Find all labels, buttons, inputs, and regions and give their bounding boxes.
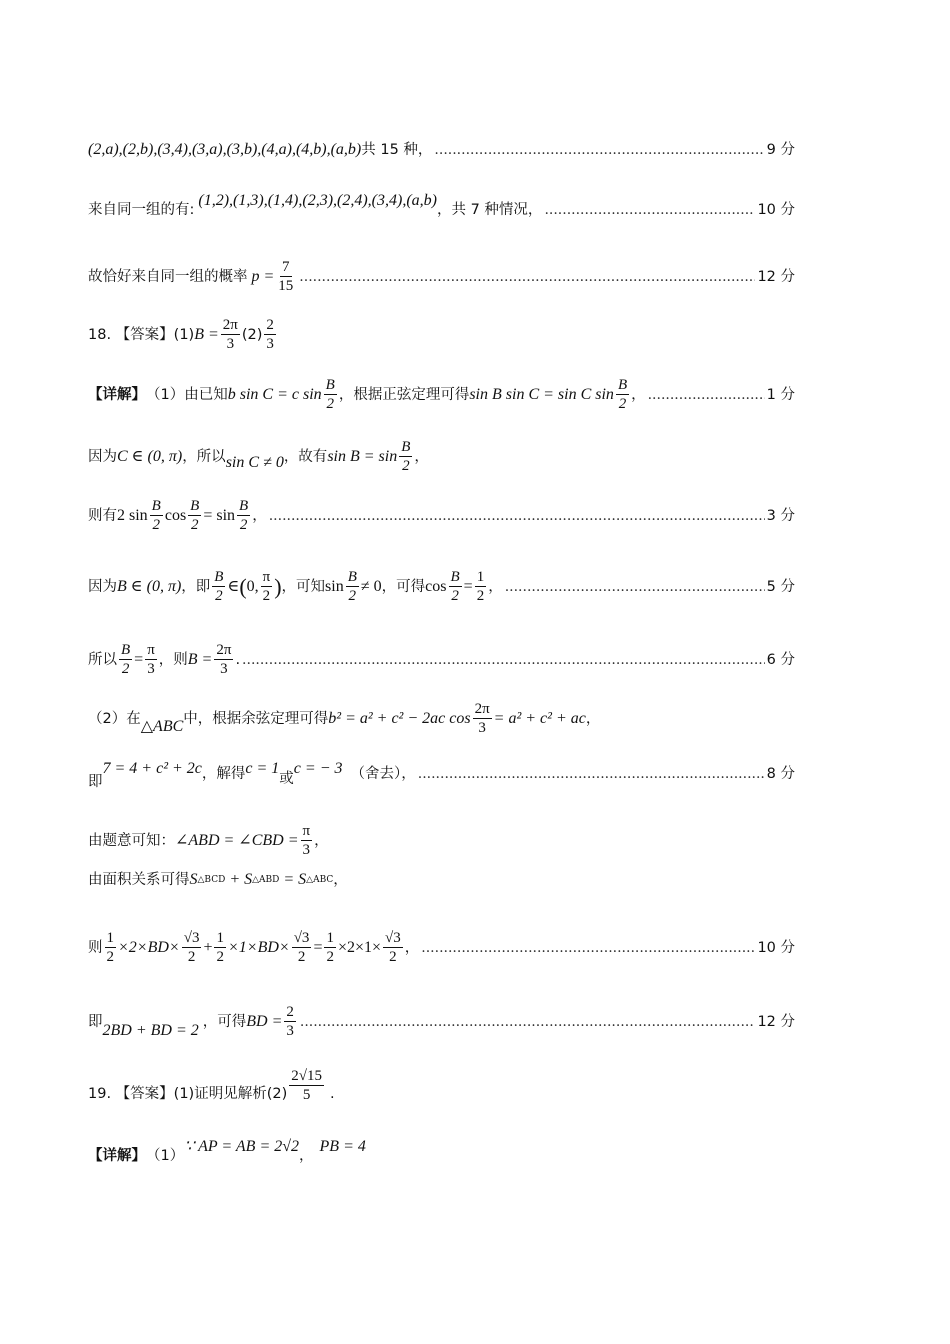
text: (1)证明见解析(2) xyxy=(173,1085,288,1102)
math: c = − 3 xyxy=(293,760,343,777)
fraction: $\frac{2}{3}$ xyxy=(266,317,274,352)
math: sin C ≠ 0 xyxy=(225,453,284,471)
score: 6 分 xyxy=(766,651,795,668)
text: 因为 xyxy=(88,578,117,595)
text: ，即 xyxy=(181,578,211,595)
text: ，根据正弦定理可得 xyxy=(338,386,470,403)
detail-line-5: 所以 $\frac{B}{2}$ = $\frac{\pi}{3}$ ，则 B = $\frac{2\pi}{3}$ . ..... 6 分 xyxy=(88,641,795,678)
math: p = xyxy=(251,267,275,285)
score: 1 分 xyxy=(766,386,795,403)
detail-line-10: 则 $\frac{1}{2}$ ×2×BD× $\frac{√3}{2}$ + $\frac{1}{2}$ ×1×BD× $\frac{√3}{2}$ = $\frac{1}{2}$ ×2×1× $\frac{√3}{2}$ ， ..... 10 分 xyxy=(88,929,795,966)
text: 中，根据余弦定理可得 xyxy=(183,710,329,727)
q19-answer: 19. 【答案】 (1)证明见解析(2) $\frac{2√15}{5}$ . xyxy=(88,1068,335,1103)
fraction: $\frac{1}{2}$ xyxy=(106,930,114,965)
fraction: $\frac{\pi}{2}$ xyxy=(262,569,271,604)
text: ，解得 xyxy=(201,766,246,782)
math: = xyxy=(313,938,323,956)
math: ≠ 0 xyxy=(360,577,382,595)
fraction: $\frac{2}{3}$ xyxy=(286,1004,294,1039)
dot-leader xyxy=(418,764,765,784)
text: 则有 xyxy=(88,507,117,524)
label: 【详解】 xyxy=(88,1148,146,1164)
math: 2 sin xyxy=(117,506,148,524)
dot-leader xyxy=(505,577,765,597)
detail-line-7 xyxy=(88,760,795,790)
detail-line-8: 由题意可知： ∠ABD = ∠CBD = $\frac{\pi}{3}$ ， xyxy=(88,823,329,858)
detail-line-1: 【详解】 （1）由已知 b sin C = c sin $\frac{B}{2}$ ，根据正弦定理可得 sin B sin C = sin C sin $\frac{B}{2}$ ， ..... 1 分 xyxy=(88,376,795,413)
math: BD = xyxy=(246,1012,283,1030)
fraction: $\frac{√3}{2}$ xyxy=(183,930,200,965)
text: ，所以 xyxy=(182,448,226,465)
fraction: $\frac{√3}{2}$ xyxy=(385,930,401,965)
fraction: $\frac{B}{2}$ xyxy=(239,498,249,533)
math: ∠ABD = ∠CBD = xyxy=(175,831,299,849)
fraction: $\frac{2√15}{5}$ xyxy=(291,1068,322,1103)
text: ，可得 xyxy=(381,578,426,595)
math: B = xyxy=(187,650,213,668)
part: (2) xyxy=(241,326,263,343)
math: B ∈ (0, π) xyxy=(117,577,182,595)
detail-line-11 xyxy=(88,1003,795,1040)
text: （2）在 xyxy=(88,710,141,727)
dot-leader xyxy=(300,1012,756,1032)
fraction: $\frac{B}{2}$ xyxy=(347,569,357,604)
dot-leader xyxy=(299,267,755,287)
fraction: $\frac{B}{2}$ xyxy=(325,377,335,412)
math: sin B = sin xyxy=(327,447,398,465)
math: b sin C = c sin xyxy=(227,385,322,403)
fraction: $\frac{1}{2}$ xyxy=(326,930,334,965)
fraction: $\frac{2\pi}{3}$ xyxy=(222,317,238,352)
fraction: $\frac{7}{15}$ xyxy=(278,259,294,294)
fraction: $\frac{B}{2}$ xyxy=(617,377,628,412)
fraction: $\frac{B}{2}$ xyxy=(401,439,411,474)
text: （1）由已知 xyxy=(146,386,228,403)
detail-line-4: 因为 B ∈ (0, π) ，即 $\frac{B}{2}$ ∈ ( 0, $\frac{\pi}{2}$ ) ，可知 sin $\frac{B}{2}$ ≠ 0 ，可得 cos $\frac{B}{2}$ = $\frac{1}{2}$ ， ..... 5 分 xyxy=(88,568,795,605)
score: 8 分 xyxy=(766,766,795,782)
math: c = 1 xyxy=(245,760,280,777)
math: + xyxy=(203,938,213,956)
detail-line-9: 由面积关系可得 S △BCD + S △ABD = S △ABC ， xyxy=(88,871,348,888)
fraction: $\frac{1}{2}$ xyxy=(216,930,224,965)
math: ×2×1× xyxy=(337,938,382,956)
text: ，可知 xyxy=(281,578,326,595)
subscript: △BCD xyxy=(197,875,226,885)
math: ×1×BD× xyxy=(227,938,290,956)
math: C ∈ (0, π) xyxy=(117,447,183,465)
math: = S xyxy=(283,871,307,888)
fraction: $\frac{1}{2}$ xyxy=(476,569,485,604)
answer-line-1 xyxy=(88,140,795,160)
score: 3 分 xyxy=(766,507,795,524)
math: 7 = 4 + c² + 2c xyxy=(102,760,202,777)
fraction: $\frac{B}{2}$ xyxy=(151,498,161,533)
text: 来自同一组的有: xyxy=(88,202,195,218)
text: ，可得 xyxy=(202,1013,247,1030)
q18-answer xyxy=(88,316,795,353)
fraction: $\frac{B}{2}$ xyxy=(214,569,224,604)
text: ，共 7 种情况， xyxy=(436,202,543,218)
math: B = xyxy=(194,325,219,343)
text: （舍去）， xyxy=(350,766,416,782)
math: PB = 4 xyxy=(319,1138,366,1155)
math: sin xyxy=(325,577,344,595)
label: 18. 【答案】 xyxy=(88,326,174,343)
fraction: $\frac{\pi}{3}$ xyxy=(147,642,155,677)
text: 所以 xyxy=(88,651,117,668)
math: cos xyxy=(164,506,187,524)
score: 10 分 xyxy=(757,939,795,956)
pairs-list: (1,2),(1,3),(1,4),(2,3),(2,4),(3,4),(a,b) xyxy=(198,192,437,209)
label: 19. 【答案】 xyxy=(88,1085,174,1102)
text: ，故有 xyxy=(283,448,328,465)
score: 5 分 xyxy=(766,578,795,595)
math: cos xyxy=(425,577,447,595)
math: = sin xyxy=(203,506,236,524)
dot-leader xyxy=(269,506,765,526)
text: 因为 xyxy=(88,448,117,465)
score: 10 分 xyxy=(757,202,795,218)
text: ，则 xyxy=(158,651,188,668)
math: sin B sin C = sin C sin xyxy=(469,385,614,403)
dot-leader xyxy=(544,200,755,220)
math: ×2×BD× xyxy=(118,938,180,956)
dot-leader xyxy=(242,650,765,670)
math: S xyxy=(189,871,198,888)
score: 12 分 xyxy=(757,1013,795,1030)
math: = xyxy=(134,650,144,668)
detail-line-6: （2）在 △ABC 中，根据余弦定理可得 b² = a² + c² − 2ac cos $\frac{2\pi}{3}$ = a² + c² + ac ， xyxy=(88,701,601,736)
subscript: △ABC xyxy=(306,875,334,885)
math: = xyxy=(463,577,473,595)
text: （1） xyxy=(146,1148,185,1164)
answer-line-2 xyxy=(88,192,795,220)
fraction: $\frac{B}{2}$ xyxy=(450,569,460,604)
fraction: $\frac{\pi}{3}$ xyxy=(302,823,311,858)
dot-leader xyxy=(434,140,764,160)
pairs-list: (2,a),(2,b),(3,4),(3,a),(3,b),(4,a),(4,b),(a,b) xyxy=(88,141,362,158)
math: ∵ AP = AB = 2√2 xyxy=(184,1138,300,1155)
fraction: $\frac{2\pi}{3}$ xyxy=(474,701,490,736)
score: 12 分 xyxy=(757,268,795,285)
part: (1) xyxy=(173,326,195,343)
math: △ABC xyxy=(140,717,184,735)
text: 由面积关系可得 xyxy=(88,872,190,888)
detail-line-2: 因为 C ∈ (0, π) ，所以 sin C ≠ 0 ，故有 sin B = sin $\frac{B}{2}$ ， xyxy=(88,439,429,474)
answer-line-3 xyxy=(88,258,795,295)
text: 由题意可知： xyxy=(88,832,175,849)
text: 则 xyxy=(88,939,103,956)
fraction: $\frac{2\pi}{3}$ xyxy=(216,642,232,677)
fraction: $\frac{B}{2}$ xyxy=(121,642,131,677)
math: ∈ xyxy=(227,577,240,595)
score: 9 分 xyxy=(766,142,795,158)
dot-leader xyxy=(421,938,755,958)
detail-line-3: 则有 2 sin $\frac{B}{2}$ cos $\frac{B}{2}$ = sin $\frac{B}{2}$ ， ..... 3 分 xyxy=(88,497,795,534)
label: 【详解】 xyxy=(88,386,146,403)
count-text: 共 15 种， xyxy=(361,142,433,158)
fraction: $\frac{√3}{2}$ xyxy=(293,930,310,965)
text: 故恰好来自同一组的概率 xyxy=(88,268,248,285)
text: 或 xyxy=(279,771,294,787)
math: = a² + c² + ac xyxy=(493,709,586,727)
dot-leader xyxy=(648,385,765,405)
math: b² = a² + c² − 2ac cos xyxy=(328,709,471,727)
text: 即 xyxy=(88,1013,103,1030)
math: + S xyxy=(229,871,253,888)
text: 即 xyxy=(88,774,103,790)
math: 2BD + BD = 2 xyxy=(102,1021,199,1039)
detail-line-12: 【详解】 （1） ∵ AP = AB = 2√2 ， PB = 4 xyxy=(88,1138,366,1164)
math: 0, xyxy=(246,577,259,595)
subscript: △ABD xyxy=(252,875,280,885)
fraction: $\frac{B}{2}$ xyxy=(190,498,200,533)
